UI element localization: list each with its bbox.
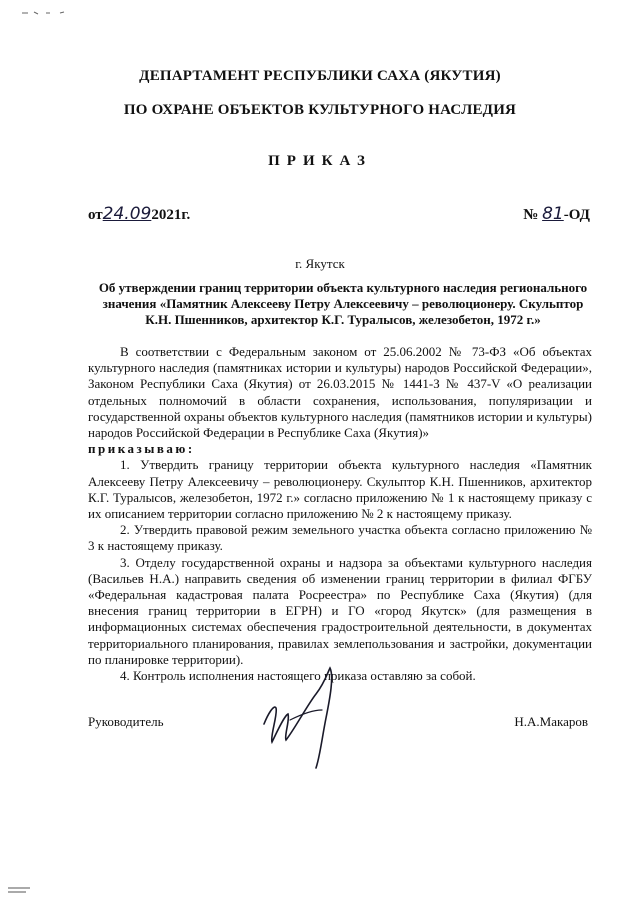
intro-paragraph: В соответствии с Федеральным законом от 25.06.2002 № 73-ФЗ «Об объектах культурного наследия (памятниках истории и культуры) народов Российской Федерации», Законом Республики Саха (Якутия) от 26.03.2015 № 1441-З № 437-V «О реализации отдельных полномочий в области сохранения, использования, популяризации и государственной охраны объектов культурного наследия (памятников истории и культуры) народов Российской Федерации в Республике Саха (Якутия)» bbox=[88, 344, 592, 441]
order-word: приказываю: bbox=[88, 441, 195, 457]
clause-1: 1. Утвердить границу территории объекта культурного наследия «Памятник Алексееву Петру Алексеевичу – революционеру. Скульптор К.Н. Пшенников, архитектор К.Г. Туралысов, железобетон, 1972 г.» согласно приложению № 1 к настоящему приказу с их описанием территории согласно приложению № 2 к настоящему приказу. bbox=[88, 457, 592, 522]
clause-4: 4. Контроль исполнения настоящего приказа оставляю за собой. bbox=[120, 668, 476, 684]
department-subtitle: ПО ОХРАНЕ ОБЪЕКТОВ КУЛЬТУРНОГО НАСЛЕДИЯ bbox=[123, 102, 517, 118]
signatory-title: Руководитель bbox=[88, 714, 164, 729]
date-year: 2021г. bbox=[151, 207, 191, 223]
clause-2: 2. Утвердить правовой режим земельного участка объекта согласно приложению № 3 к настоящему приказу. bbox=[88, 522, 592, 554]
date-prefix: от bbox=[88, 207, 103, 223]
department-name: ДЕПАРТАМЕНТ РЕСПУБЛИКИ САХА (ЯКУТИЯ) bbox=[139, 68, 501, 84]
number-suffix: -ОД bbox=[563, 207, 590, 223]
scan-mark-left bbox=[6, 868, 36, 903]
order-number bbox=[523, 204, 590, 224]
handwritten-date: 24.09 bbox=[102, 204, 152, 224]
handwritten-signature bbox=[250, 664, 360, 779]
order-body bbox=[88, 344, 592, 684]
city: г. Якутск bbox=[295, 256, 345, 271]
clause-3: 3. Отделу государственной охраны и надзора за объектами культурного наследия (Васильев Н.А.) направить сведения об изменении границ территории в филиал ФГБУ «Федеральная кадастровая палата Росреестра» по Республике Саха (Якутия) (для внесения границ территории в ЕГРН) и ГО «город Якутск» (для размещения в информационных системах обеспечения градостроительной деятельности, в документах территориального планирования, правилах землепользования и застройки, документации по планировке территории). bbox=[88, 554, 592, 667]
signatory-name: Н.А.Макаров bbox=[514, 714, 588, 729]
scan-mark bbox=[20, 4, 80, 22]
handwritten-number: 81 bbox=[542, 204, 564, 224]
order-title: ПРИКАЗ bbox=[268, 153, 372, 169]
number-sign: № bbox=[523, 207, 539, 223]
order-subject: Об утверждении границ территории объекта культурного наследия регионального значения «Памятник Алексееву Петру Алексеевичу – революционеру. Скульптор К.Н. Пшенников, архитектор К.Г. Туралысов, железобетон, 1972 г.» bbox=[98, 280, 588, 327]
order-date bbox=[88, 204, 190, 224]
